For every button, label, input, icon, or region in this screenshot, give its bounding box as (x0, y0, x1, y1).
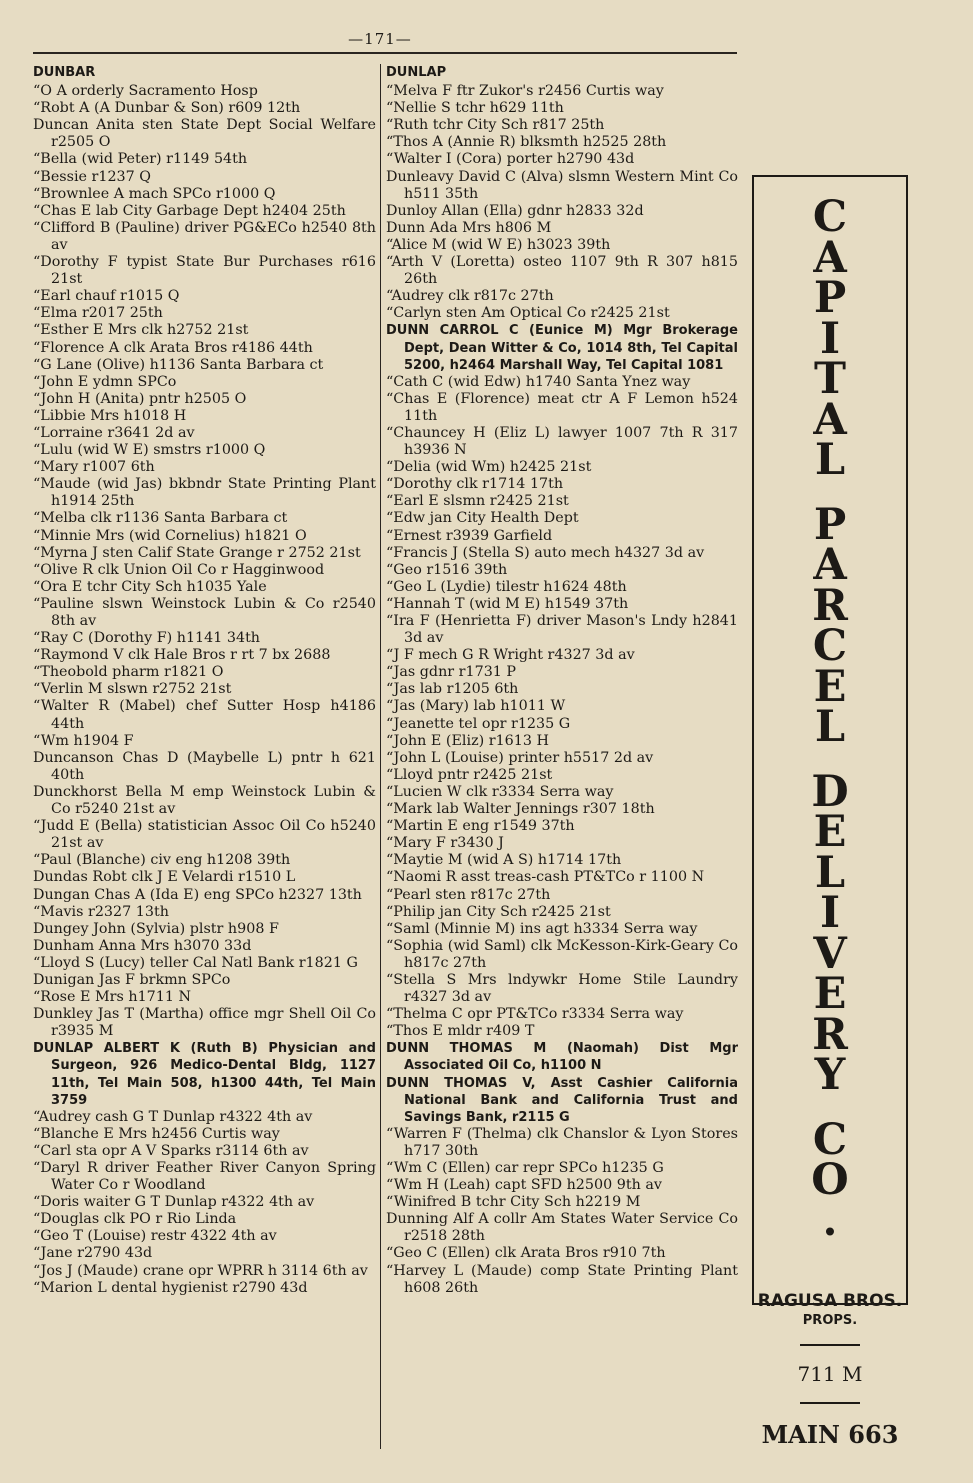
directory-entry: Duncan Anita sten State Dept Social Welfare r2505 O (33, 117, 376, 151)
directory-entry: “Ora E tchr City Sch h1035 Yale (33, 578, 267, 595)
directory-entry: Dungey John (Sylvia) plstr h908 F (33, 920, 279, 937)
directory-entry: “Naomi R asst treas-cash PT&TCo r 1100 N (386, 869, 705, 886)
directory-entry: “Dorothy clk r1714 17th (386, 476, 564, 493)
directory-entry: “Bella (wid Peter) r1149 54th (33, 151, 248, 168)
directory-entry: “Jas gdnr r1731 P (386, 664, 517, 681)
directory-entry: “Carl sta opr A V Sparks r3114 6th av (33, 1142, 309, 1159)
directory-entry-featured: DUNLAP ALBERT K (Ruth B) Physician and Surgeon, 926 Medico-Dental Bldg, 1127 11th, Tel Main 508, h1300 44th, Tel Main 3759 (33, 1041, 376, 1108)
ad-proprietors-label: PROPS. (802, 1313, 858, 1328)
ad-title-letter: L (814, 847, 846, 898)
directory-entry: “Pearl sten r817c 27th (386, 886, 551, 903)
directory-entry: “Ruth tchr City Sch r817 25th (386, 117, 605, 134)
directory-entry: “Melba clk r1136 Santa Barbara ct (33, 510, 288, 527)
directory-entry-featured: DUNN CARROL C (Eunice M) Mgr Brokerage Dept, Dean Witter & Co, 1014 8th, Tel Capital 5200, h2464 Marshall Way, Tel Capital 1081 (386, 323, 738, 373)
ad-title-letter: P (813, 499, 847, 550)
directory-entry: “Daryl R driver Feather River Canyon Spring Water Co r Woodland (33, 1160, 376, 1194)
directory-entry: “Mary F r3430 J (386, 835, 504, 852)
directory-entry: “Thelma C opr PT&TCo r3334 Serra way (386, 1006, 684, 1023)
directory-entry: “Geo T (Louise) restr 4322 4th av (33, 1228, 277, 1245)
directory-entry: “Libbie Mrs h1018 H (33, 407, 187, 424)
directory-entry: “Geo L (Lydie) tilestr h1624 48th (386, 578, 627, 595)
ad-title-letter: A (813, 540, 847, 590)
directory-entry: “Blanche E Mrs h2456 Curtis way (33, 1125, 280, 1142)
directory-entry: “Harvey L (Maude) comp State Printing Plant h608 26th (386, 1262, 738, 1296)
directory-entry: “Audrey clk r817c 27th (386, 288, 554, 305)
directory-entry: “Judd E (Bella) statistician Assoc Oil Co h5240 21st av (33, 818, 376, 852)
directory-entry: “Philip jan City Sch r2425 21st (386, 903, 611, 920)
directory-entry: Dungan Chas A (Ida E) eng SPCo h2327 13th (33, 886, 362, 903)
directory-entry: “Lorraine r3641 2d av (33, 424, 195, 441)
directory-entry: “Jeanette tel opr r1235 G (386, 715, 571, 732)
directory-entry: “Lloyd pntr r2425 21st (386, 766, 553, 783)
directory-entry: “Bessie r1237 Q (33, 168, 152, 185)
directory-entry: “Jas (Mary) lab h1011 W (386, 698, 566, 715)
directory-entry: Dunloy Allan (Ella) gdnr h2833 32d (386, 202, 644, 219)
entry-list (33, 83, 376, 1297)
directory-entry: “Douglas clk PO r Rio Linda (33, 1211, 237, 1228)
directory-entry: “John E (Eliz) r1613 H (386, 732, 549, 749)
directory-entry: “Nellie S tchr h629 11th (386, 100, 564, 117)
directory-entry-featured: DUNN THOMAS M (Naomah) Dist Mgr Associated Oil Co, h1100 N (386, 1041, 738, 1074)
entry-list (386, 83, 738, 1297)
directory-entry: Dunleavy David C (Alva) slsmn Western Mint Co h511 35th (386, 168, 738, 202)
ad-title-letter: P (813, 273, 847, 323)
directory-entry-featured: DUNN THOMAS V, Asst Cashier California National Bank and California Trust and Savings Bank, r2115 G (386, 1075, 738, 1125)
directory-entry: “J F mech G R Wright r4327 3d av (386, 647, 635, 664)
ad-title-letter: A (813, 232, 847, 283)
directory-entry: “Thos E mldr r409 T (386, 1023, 535, 1040)
directory-entry: “Wm H (Leah) capt SFD h2500 9th av (386, 1177, 662, 1194)
ad-title-letter: I (819, 888, 841, 938)
ad-title-letter: A (813, 394, 847, 445)
directory-entry: “Verlin M slswn r2752 21st (33, 681, 232, 698)
directory-entry: “Ernest r3939 Garfield (386, 527, 553, 544)
ad-address: 711 M (797, 1362, 863, 1386)
top-rule (33, 52, 737, 54)
directory-entry: “Jos J (Maude) crane opr WPRR h 3114 6th av (33, 1262, 368, 1279)
ad-title-letter: R (812, 580, 848, 631)
directory-entry: “Lucien W clk r3334 Serra way (386, 783, 614, 800)
directory-entry: “Geo C (Ellen) clk Arata Bros r910 7th (386, 1245, 666, 1262)
directory-entry: “Francis J (Stella S) auto mech h4327 3d av (386, 544, 705, 561)
directory-entry: “Audrey cash G T Dunlap r4322 4th av (33, 1108, 313, 1125)
directory-entry: Dunham Anna Mrs h3070 33d (33, 937, 252, 954)
middle-column (386, 64, 738, 1297)
ad-title-letter: V (813, 928, 847, 979)
ad-title-letter: E (813, 807, 847, 857)
directory-entry: “Mary r1007 6th (33, 459, 155, 476)
directory-entry: “Doris waiter G T Dunlap r4322 4th av (33, 1194, 315, 1211)
directory-entry: “Thos A (Annie R) blksmth h2525 28th (386, 134, 667, 151)
directory-entry: “Alice M (wid W E) h3023 39th (386, 236, 611, 253)
directory-entry: “Edw jan City Health Dept (386, 510, 579, 527)
directory-entry: “Jas lab r1205 6th (386, 681, 519, 698)
ad-divider (800, 1344, 860, 1346)
ad-title-letter: L (814, 435, 846, 485)
directory-entry: “Cath C (wid Edw) h1740 Santa Ynez way (386, 373, 691, 390)
directory-entry: “Rose E Mrs h1711 N (33, 989, 192, 1006)
directory-entry: “Arth V (Loretta) osteo 1107 9th R 307 h815 26th (386, 254, 738, 288)
directory-entry: “Delia (wid Wm) h2425 21st (386, 459, 592, 476)
directory-entry: “Melva F ftr Zukor's r2456 Curtis way (386, 83, 664, 100)
directory-entry: “John L (Louise) printer h5517 2d av (386, 749, 654, 766)
ad-title-letter: D (811, 766, 849, 817)
ad-title-letter: E (813, 661, 847, 712)
directory-entry: “Olive R clk Union Oil Co r Hagginwood (33, 561, 325, 578)
directory-entry: Dunkley Jas T (Martha) office mgr Shell Oil Co r3935 M (33, 1006, 376, 1040)
directory-entry: “Sophia (wid Saml) clk McKesson-Kirk-Geary Co h817c 27th (386, 937, 738, 971)
directory-entry: Dunning Alf A collr Am States Water Service Co r2518 28th (386, 1211, 738, 1245)
ad-title-letter: L (814, 702, 846, 752)
directory-entry: “Wm C (Ellen) car repr SPCo h1235 G (386, 1160, 664, 1176)
ad-title-letter: C (812, 1114, 848, 1165)
directory-entry: “Lloyd S (Lucy) teller Cal Natl Bank r1821 G (33, 954, 358, 971)
ad-title-letter: C (812, 621, 848, 671)
ad-title-letter: I (819, 313, 841, 364)
directory-entry: Dunn Ada Mrs h806 M (386, 219, 552, 236)
left-column (33, 64, 376, 1297)
directory-entry: “Winifred B tchr City Sch h2219 M (386, 1194, 641, 1211)
ad-title-letter: O (811, 1155, 849, 1205)
directory-entry: “Ira F (Henrietta F) driver Mason's Lndy h2841 3d av (386, 613, 738, 647)
ad-divider (800, 1402, 860, 1404)
directory-entry: “Chas E lab City Garbage Dept h2404 25th (33, 202, 346, 219)
directory-entry: “Brownlee A mach SPCo r1000 Q (33, 185, 276, 202)
directory-entry: “Walter R (Mabel) chef Sutter Hosp h4186 44th (33, 698, 376, 732)
directory-entry: “Chauncey H (Eliz L) lawyer 1007 7th R 317 h3936 N (386, 424, 738, 459)
directory-entry: “Wm h1904 F (33, 732, 134, 749)
directory-entry: “Ray C (Dorothy F) h1141 34th (33, 630, 261, 647)
directory-entry: “Marion L dental hygienist r2790 43d (33, 1279, 308, 1296)
directory-entry: “Maytie M (wid A S) h1714 17th (386, 852, 622, 869)
page-number: —171— (348, 30, 412, 48)
directory-entry: “Stella S Mrs lndywkr Home Stile Laundry r4327 3d av (386, 971, 738, 1006)
ad-vertical-title (754, 177, 906, 1246)
directory-entry: “O A orderly Sacramento Hosp (33, 83, 258, 100)
directory-entry: “Chas E (Florence) meat ctr A F Lemon h524 11th (386, 390, 738, 424)
directory-entry: “Maude (wid Jas) bkbndr State Printing Plant h1914 25th (33, 476, 376, 510)
ad-title-letter: T (814, 354, 846, 404)
directory-entry: “Hannah T (wid M E) h1549 37th (386, 595, 629, 612)
directory-entry: Dunigan Jas F brkmn SPCo (33, 971, 231, 988)
directory-entry: “Robt A (A Dunbar & Son) r609 12th (33, 100, 301, 117)
ad-title-letter: Y (814, 1050, 846, 1100)
directory-entry: “Geo r1516 39th (386, 561, 508, 578)
directory-entry: Dunckhorst Bella M emp Weinstock Lubin & Co r5240 21st av (33, 783, 376, 818)
directory-entry: “Carlyn sten Am Optical Co r2425 21st (386, 305, 670, 322)
directory-entry: “Saml (Minnie M) ins agt h3334 Serra way (386, 920, 698, 937)
directory-entry: “Earl E slsmn r2425 21st (386, 493, 569, 510)
directory-entry: “Clifford B (Pauline) driver PG&ECo h2540 8th av (33, 219, 376, 253)
column-divider (380, 64, 381, 1449)
column-heading: DUNLAP (386, 65, 447, 80)
ad-title-letter: E (813, 969, 847, 1019)
directory-entry: “Jane r2790 43d (33, 1245, 153, 1262)
directory-entry: Duncanson Chas D (Maybelle L) pntr h 621 40th (33, 749, 376, 783)
directory-entry: “Martin E eng r1549 37th (386, 818, 575, 835)
column-heading: DUNBAR (33, 65, 96, 80)
ad-title-letter: C (812, 192, 848, 242)
ad-title-letter: . (822, 1195, 838, 1246)
ad-phone: MAIN 663 (761, 1420, 899, 1449)
directory-entry: “John E ydmn SPCo (33, 373, 177, 390)
directory-entry: Dundas Robt clk J E Velardi r1510 L (33, 869, 296, 886)
ad-proprietors: RAGUSA BROS. (757, 1291, 903, 1311)
directory-entry: “Esther E Mrs clk h2752 21st (33, 322, 249, 339)
directory-entry: “Myrna J sten Calif State Grange r 2752 21st (33, 544, 361, 561)
directory-entry: “Minnie Mrs (wid Cornelius) h1821 O (33, 527, 307, 544)
directory-entry: “Mark lab Walter Jennings r307 18th (386, 801, 655, 818)
directory-entry: “Theobold pharm r1821 O (33, 664, 224, 681)
ad-title-letter: R (812, 1009, 848, 1060)
directory-entry: “Elma r2017 25th (33, 305, 163, 322)
directory-entry: “G Lane (Olive) h1136 Santa Barbara ct (33, 356, 324, 373)
directory-entry: “Warren F (Thelma) clk Chanslor & Lyon Stores h717 30th (386, 1125, 738, 1159)
directory-entry: “Florence A clk Arata Bros r4186 44th (33, 339, 313, 356)
directory-entry: “Mavis r2327 13th (33, 903, 169, 920)
directory-entry: “Dorothy F typist State Bur Purchases r616 21st (33, 254, 376, 288)
directory-entry: “Raymond V clk Hale Bros r rt 7 bx 2688 (33, 647, 331, 664)
directory-entry: “John H (Anita) pntr h2505 O (33, 390, 247, 407)
directory-entry: “Walter I (Cora) porter h2790 43d (386, 151, 635, 168)
directory-entry: “Paul (Blanche) civ eng h1208 39th (33, 852, 291, 869)
directory-entry: “Earl chauf r1015 Q (33, 288, 180, 305)
directory-entry: “Pauline slswn Weinstock Lubin & Co r2540 8th av (33, 595, 376, 629)
directory-entry: “Lulu (wid W E) smstrs r1000 Q (33, 442, 266, 459)
advertisement-box (752, 175, 908, 1449)
